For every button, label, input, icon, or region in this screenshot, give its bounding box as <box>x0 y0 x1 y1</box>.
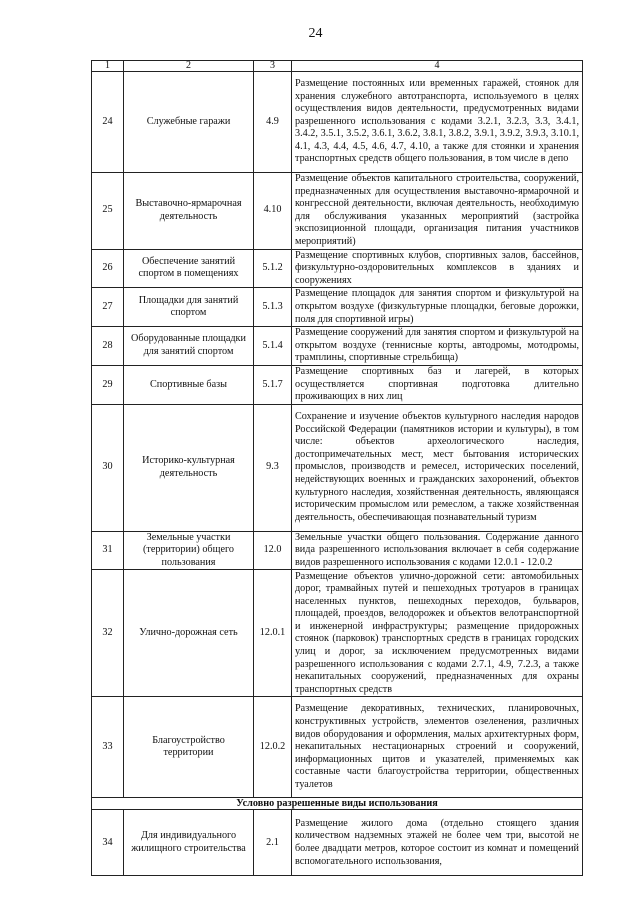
table-row <box>92 404 583 531</box>
table-row <box>92 810 583 876</box>
row-description-cell: Размещение объектов капитального строительства, сооружений, предназначенных для осуществления выставочно-ярмарочной и конгрессной деятельности, включая деятельность, необходимую для обслуживания указанных мероприятий (застройка экспозиционной площади, организация питания участников мероприятий) <box>292 173 583 250</box>
row-name-cell: Улично-дорожная сеть <box>124 570 254 697</box>
row-description-cell: Размещение постоянных или временных гаражей, стоянок для хранения служебного автотранспорта, используемого в целях осуществления видов деятельности, предусмотренных видами разрешенного использования с кодами 3.2.1, 3.2.3, 3.3, 3.4.1, 3.4.2, 3.5.1, 3.5.2, 3.6.1, 3.6.2, 3.8.1, 3.8.2, 3.9.1, 3.9.2, 3.9.3, 3.10.1, 4.1, 4.3, 4.4, 4.5, 4.6, 4.7, 4.10, а также для стоянки и хранения транспортных средств общего пользования, в том числе в депо <box>292 72 583 173</box>
header-cell-1: 1 <box>92 61 124 72</box>
row-description-cell: Размещение спортивных баз и лагерей, в которых осуществляется спортивная подготовка длительно проживающих в них лиц <box>292 365 583 404</box>
row-code-cell: 12.0 <box>254 531 292 570</box>
row-number-cell: 34 <box>92 810 124 876</box>
row-name-cell: Спортивные базы <box>124 365 254 404</box>
header-cell-4: 4 <box>292 61 583 72</box>
row-number-cell: 32 <box>92 570 124 697</box>
row-number-cell: 28 <box>92 327 124 366</box>
row-code-cell: 9.3 <box>254 404 292 531</box>
table-row <box>92 288 583 327</box>
row-code-cell: 4.9 <box>254 72 292 173</box>
row-number-cell: 24 <box>92 72 124 173</box>
header-cell-3: 3 <box>254 61 292 72</box>
row-code-cell: 5.1.7 <box>254 365 292 404</box>
page-number: 24 <box>308 26 323 41</box>
row-description-cell: Размещение спортивных клубов, спортивных залов, бассейнов, физкультурно-оздоровительных комплексов в зданиях и сооружениях <box>292 249 583 288</box>
row-number-cell: 31 <box>92 531 124 570</box>
table-row <box>92 327 583 366</box>
row-name-cell: Оборудованные площадки для занятий спортом <box>124 327 254 366</box>
row-code-cell: 2.1 <box>254 810 292 876</box>
row-name-cell: Для индивидуального жилищного строительства <box>124 810 254 876</box>
row-code-cell: 12.0.1 <box>254 570 292 697</box>
row-name-cell: Служебные гаражи <box>124 72 254 173</box>
row-code-cell: 12.0.2 <box>254 697 292 798</box>
row-description-cell: Размещение декоративных, технических, планировочных, конструктивных устройств, элементов озеленения, различных видов оборудования и оформления, малых архитектурных форм, некапитальных нестационарных строений и сооружений, информационных щитов и указателей, применяемых как составные части благоустройства территории, общественных туалетов <box>292 697 583 798</box>
row-number-cell: 27 <box>92 288 124 327</box>
land-use-table <box>91 60 583 876</box>
row-number-cell: 29 <box>92 365 124 404</box>
row-description-cell: Размещение сооружений для занятия спортом и физкультурой на открытом воздухе (теннисные корты, автодромы, мотодромы, трамплины, спортивные стрельбища) <box>292 327 583 366</box>
table-row <box>92 531 583 570</box>
row-number-cell: 33 <box>92 697 124 798</box>
table-row <box>92 697 583 798</box>
row-name-cell: Обеспечение занятий спортом в помещениях <box>124 249 254 288</box>
section-header-row <box>92 798 583 810</box>
row-code-cell: 4.10 <box>254 173 292 250</box>
table-row <box>92 72 583 173</box>
row-description-cell: Размещение жилого дома (отдельно стоящего здания количеством надземных этажей не более чем три, высотой не более двадцати метров, которое состоит из комнат и помещений вспомогательного использования, <box>292 810 583 876</box>
row-code-cell: 5.1.4 <box>254 327 292 366</box>
row-code-cell: 5.1.2 <box>254 249 292 288</box>
row-number-cell: 30 <box>92 404 124 531</box>
row-code-cell: 5.1.3 <box>254 288 292 327</box>
header-cell-2: 2 <box>124 61 254 72</box>
row-name-cell: Площадки для занятий спортом <box>124 288 254 327</box>
row-description-cell: Размещение объектов улично-дорожной сети: автомобильных дорог, трамвайных путей и пешеходных тротуаров в границах населенных пунктов, пешеходных переходов, бульваров, площадей, проездов, велодорожек и объектов велотранспортной и инженерной инфраструктуры; размещение придорожных стоянок (парковок) транспортных средств в границах городских улиц и дорог, за исключением предусмотренных видами разрешенного использования с кодами 2.7.1, 4.9, 7.2.3, а также некапитальных сооружений, предназначенных для охраны транспортных средств <box>292 570 583 697</box>
table-row <box>92 249 583 288</box>
table-header-row <box>92 61 583 72</box>
row-name-cell: Выставочно-ярмарочная деятельность <box>124 173 254 250</box>
table-row <box>92 365 583 404</box>
row-name-cell: Благоустройство территории <box>124 697 254 798</box>
row-number-cell: 25 <box>92 173 124 250</box>
row-name-cell: Историко-культурная деятельность <box>124 404 254 531</box>
row-description-cell: Земельные участки общего пользования. Содержание данного вида разрешенного использования включает в себя содержание видов разрешенного использования с кодами 12.0.1 - 12.0.2 <box>292 531 583 570</box>
section-title: Условно разрешенные виды использования <box>92 798 583 810</box>
row-description-cell: Размещение площадок для занятия спортом и физкультурой на открытом воздухе (физкультурные площадки, беговые дорожки, поля для спортивной игры) <box>292 288 583 327</box>
table-row <box>92 173 583 250</box>
table-row <box>92 570 583 697</box>
row-number-cell: 26 <box>92 249 124 288</box>
row-description-cell: Сохранение и изучение объектов культурного наследия народов Российской Федерации (памятников истории и культуры), в том числе: объектов археологического наследия, достопримечательных мест, мест бытования исторических промыслов, производств и ремесел, исторических поселений, недействующих военных и гражданских захоронений, объектов культурного наследия, хозяйственная деятельность, являющаяся историческим промыслом или ремеслом, а также хозяйственная деятельность, обеспечивающая познавательный туризм <box>292 404 583 531</box>
row-name-cell: Земельные участки (территории) общего пользования <box>124 531 254 570</box>
